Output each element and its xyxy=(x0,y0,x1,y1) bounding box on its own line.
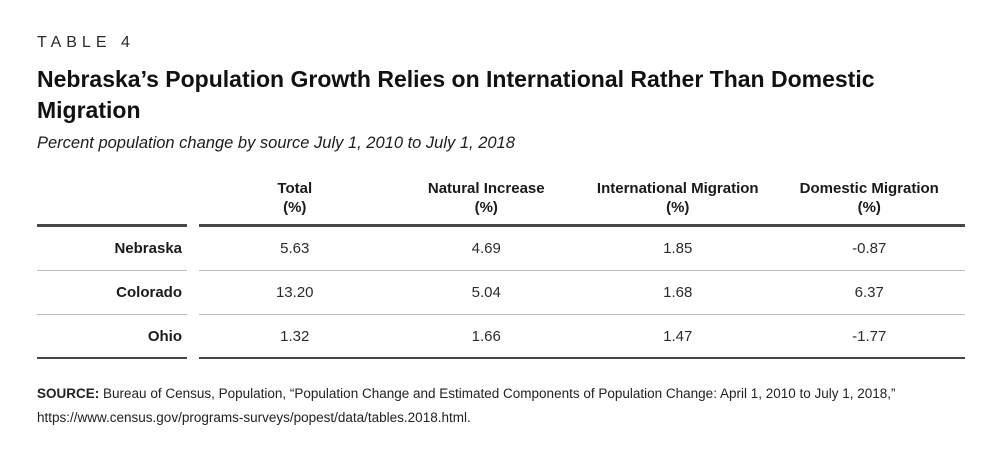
row-label: Nebraska xyxy=(37,227,187,271)
table-cell: 5.63 xyxy=(280,240,310,257)
source-text: Bureau of Census, Population, “Population Change and Estimated Components of Population Change: April 1, 2010 to July 1, 2018,” xyxy=(103,386,896,401)
column-header-unit: (%) xyxy=(666,199,690,216)
source-note xyxy=(37,382,965,430)
table-row xyxy=(37,315,965,359)
column-gap xyxy=(187,179,199,227)
source-url: https://www.census.gov/programs-surveys/popest/data/tables.2018.html. xyxy=(37,410,471,425)
table-cell: 1.32 xyxy=(280,327,310,345)
column-header-international-migration xyxy=(582,179,774,224)
column-header-label: Domestic Migration xyxy=(799,180,939,197)
data-table xyxy=(37,179,965,359)
column-header-unit: (%) xyxy=(857,199,881,216)
table-cell: 6.37 xyxy=(854,284,884,301)
column-header-unit: (%) xyxy=(283,199,307,216)
table-row xyxy=(37,227,965,271)
column-header-total xyxy=(199,179,391,224)
table-cell: 1.47 xyxy=(663,327,693,345)
table-cell: 1.68 xyxy=(663,284,693,301)
column-header-domestic-migration xyxy=(774,179,966,224)
source-line-1 xyxy=(37,382,965,406)
row-label-header-spacer xyxy=(37,179,187,227)
table-cell: 4.69 xyxy=(471,240,501,257)
table-title: Nebraska’s Population Growth Relies on International Rather Than Domestic Migration xyxy=(37,66,875,123)
table-cell: 1.66 xyxy=(471,327,501,345)
column-gap xyxy=(187,271,199,315)
row-label: Colorado xyxy=(37,271,187,315)
column-header-unit: (%) xyxy=(474,199,498,216)
table-cell: 1.85 xyxy=(663,240,693,257)
row-label: Ohio xyxy=(37,315,187,359)
table-header-row xyxy=(37,179,965,227)
table-cell: 13.20 xyxy=(275,284,314,301)
table-row xyxy=(37,271,965,315)
source-label: SOURCE: xyxy=(37,386,100,401)
table-subtitle: Percent population change by source July 1, 2010 to July 1, 2018 xyxy=(37,134,515,152)
column-gap xyxy=(187,227,199,271)
table-number: TABLE 4 xyxy=(37,34,135,51)
table-cell: 5.04 xyxy=(471,284,501,301)
table-cell: -1.77 xyxy=(852,327,887,345)
column-header-label: International Migration xyxy=(596,180,759,197)
column-header-label: Total xyxy=(277,180,313,197)
table-cell: -0.87 xyxy=(852,240,887,257)
column-header-label: Natural Increase xyxy=(427,180,545,197)
column-gap xyxy=(187,315,199,359)
column-header-natural-increase xyxy=(391,179,583,224)
